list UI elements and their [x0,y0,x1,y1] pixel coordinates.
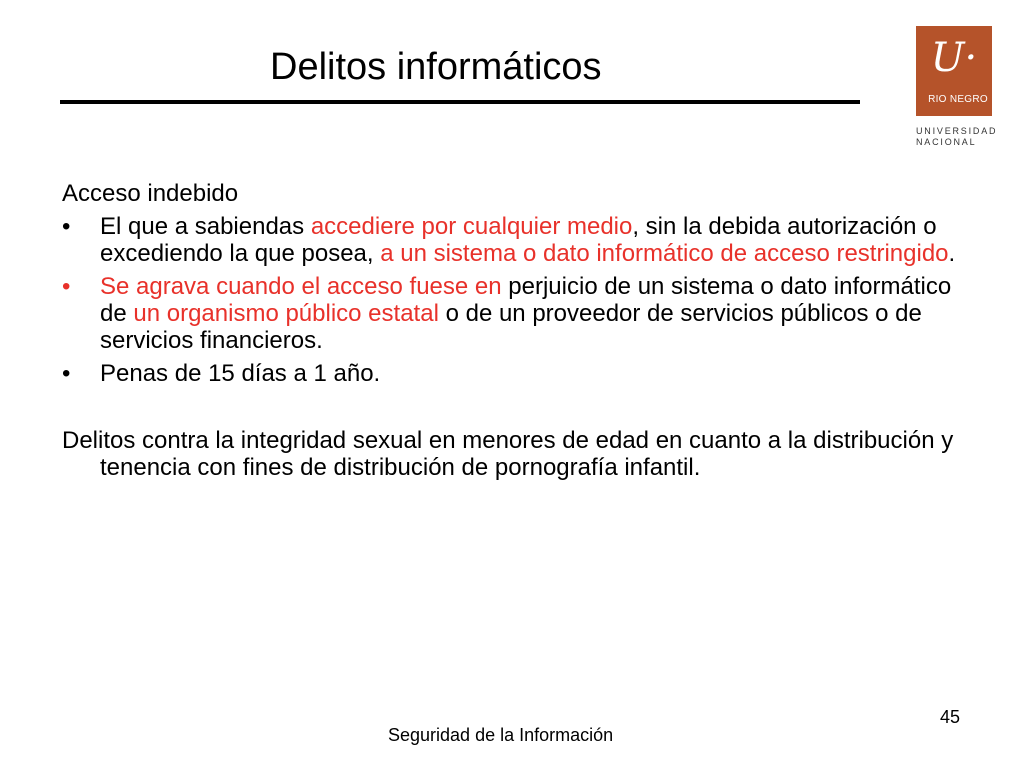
bullet-text-highlight: un organismo público estatal [133,300,439,327]
logo-caption [916,126,998,148]
bullet-item [62,360,962,387]
logo-rio-negro: RIO NEGRO [928,94,988,105]
slide-title: Delitos informáticos [270,46,602,88]
spacer [62,387,962,427]
logo-mark: U· [930,35,978,81]
bullet-text-highlight: Se agrava cuando el acceso fuese en [100,273,509,300]
title-underline [60,100,860,104]
bullet-item [62,213,962,267]
bullet-text-part: El que a sabiendas [100,213,311,240]
bullet-item [62,273,962,354]
bullet-text-part: o de un proveedor de servicios públicos o de servicios financieros. [100,300,922,354]
slide-body [62,180,962,481]
bullet-text-part: Penas de 15 días a 1 año. [100,360,381,387]
bullet-text-part: . [948,240,956,267]
bullet-text-part: , sin la debida autorización o excediendo la que posea, [100,213,937,267]
bullet-text-highlight: accediere por cualquier medio [310,213,633,240]
bullet-text-highlight: a un sistema o dato informático de acceso restringido [380,240,949,267]
bullet-dot: • [62,360,71,387]
bullet-dot: • [62,213,71,240]
logo-universidad: UNIVERSIDAD [916,126,998,136]
page-number: 45 [940,707,961,727]
slide-footer: Seguridad de la Información [388,725,614,745]
bullet-text-part: perjuicio de un sistema o dato informático de [100,273,952,327]
closing-paragraph: Delitos contra la integridad sexual en menores de edad en cuanto a la distribución y tenencia con fines de distribución de pornografía infantil. [62,427,954,481]
university-logo [916,26,992,116]
section-heading: Acceso indebido [62,180,239,207]
logo-nacional: NACIONAL [916,137,977,147]
bullet-dot: • [62,273,71,300]
